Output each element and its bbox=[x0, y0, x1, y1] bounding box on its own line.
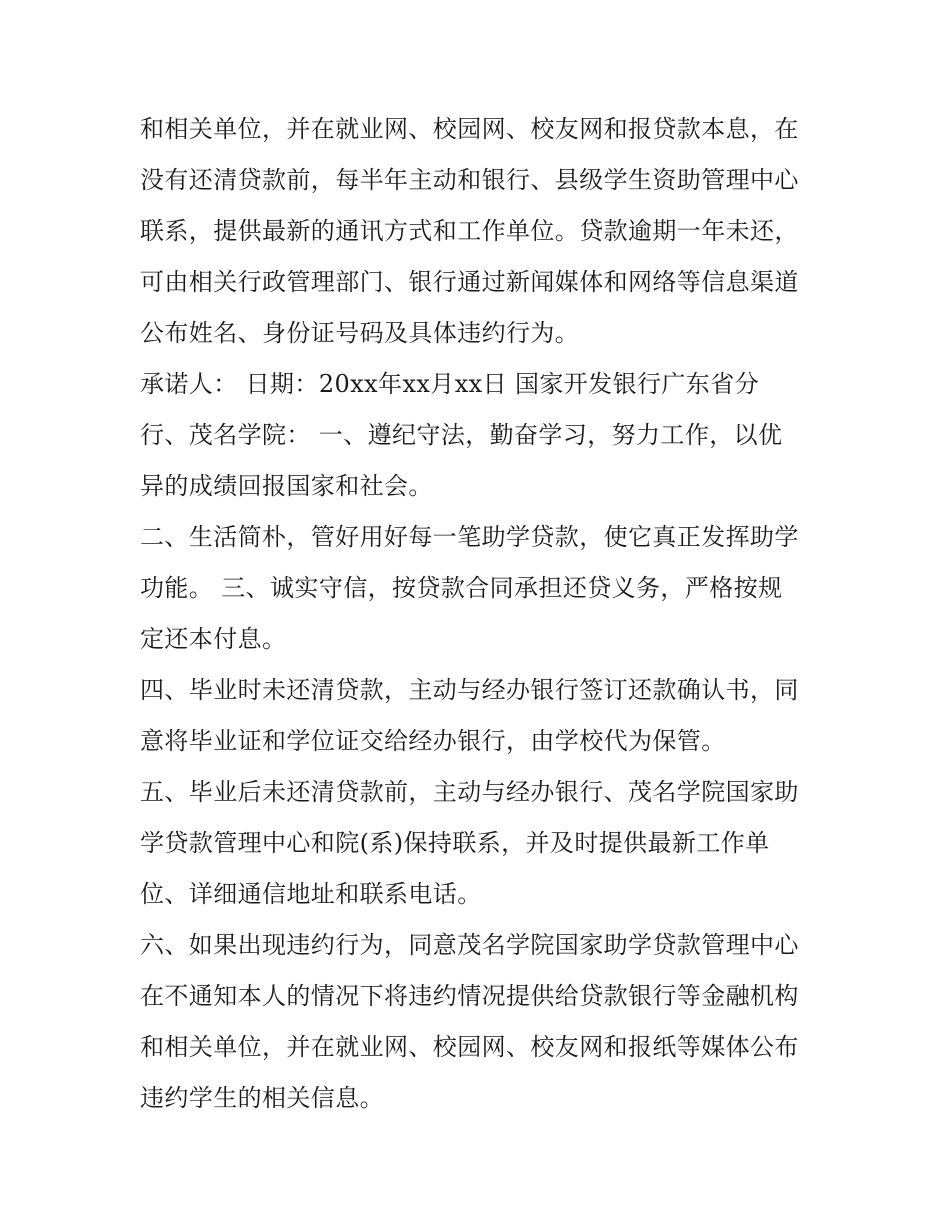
text-line: 位、详细通信地址和联系电话。 bbox=[140, 880, 482, 908]
text-line: 学贷款管理中心和院(系)保持联系，并及时提供最新工作单 bbox=[140, 829, 770, 857]
text-line: 定还本付息。 bbox=[140, 625, 287, 653]
text-line: 联系，提供最新的通讯方式和工作单位。贷款逾期一年未还， bbox=[140, 217, 799, 245]
text-line: 二、生活简朴，管好用好每一笔助学贷款，使它真正发挥助学 bbox=[140, 523, 799, 551]
signature-date-line: 承诺人： 日期：20xx年xx月xx日 国家开发银行广东省分 bbox=[140, 370, 760, 398]
text-line: 和相关单位，并在就业网、校园网、校友网和报贷款本息，在 bbox=[140, 115, 799, 143]
text-line: 五、毕业后未还清贷款前，主动与经办银行、茂名学院国家助 bbox=[140, 778, 799, 806]
text-line: 六、如果出现违约行为，同意茂名学院国家助学贷款管理中心 bbox=[140, 931, 799, 959]
text-line: 没有还清贷款前，每半年主动和银行、县级学生资助管理中心 bbox=[140, 166, 799, 194]
text-line: 公布姓名、身份证号码及具体违约行为。 bbox=[140, 319, 580, 347]
text-line: 行、茂名学院： 一、遵纪守法，勤奋学习，努力工作，以优 bbox=[140, 421, 783, 449]
text-line: 和相关单位，并在就业网、校园网、校友网和报纸等媒体公布 bbox=[140, 1033, 799, 1061]
text-line: 可由相关行政管理部门、银行通过新闻媒体和网络等信息渠道 bbox=[140, 268, 799, 296]
text-line: 功能。 三、诚实守信，按贷款合同承担还贷义务，严格按规 bbox=[140, 574, 783, 602]
text-line: 异的成绩回报国家和社会。 bbox=[140, 472, 433, 500]
text-line: 违约学生的相关信息。 bbox=[140, 1084, 384, 1112]
text-line: 在不通知本人的情况下将违约情况提供给贷款银行等金融机构 bbox=[140, 982, 799, 1010]
text-line: 意将毕业证和学位证交给经办银行，由学校代为保管。 bbox=[140, 727, 726, 755]
text-line: 四、毕业时未还清贷款，主动与经办银行签订还款确认书，同 bbox=[140, 676, 799, 704]
